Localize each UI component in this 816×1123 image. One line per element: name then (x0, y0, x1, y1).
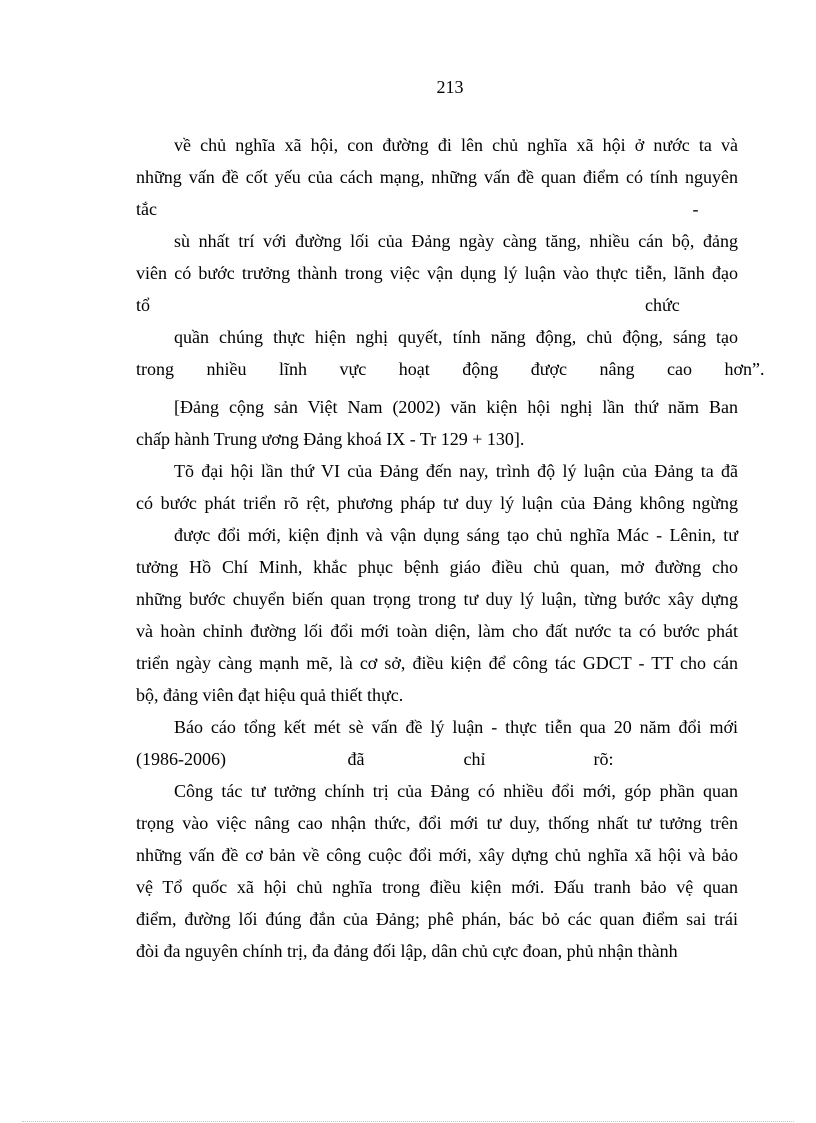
text-line: những bước chuyển biến quan trọng trong tư duy lý luận, từng bước xây dựng (136, 589, 738, 609)
text-line: tắc - (136, 199, 699, 219)
text-line: Báo cáo tổng kết mét sè vấn đề lý luận - thực tiễn qua 20 năm đổi mới (174, 717, 738, 737)
text-line: vệ Tổ quốc xã hội chủ nghĩa trong điều kiện mới. Đấu tranh bảo vệ quan (136, 877, 738, 897)
text-line: được đổi mới, kiện định và vận dụng sáng tạo chủ nghĩa Mác - Lênin, tư (174, 525, 738, 545)
text-line: triển ngày càng mạnh mẽ, là cơ sở, điều kiện để công tác GDCT - TT cho cán (136, 653, 738, 673)
text-line: (1986-2006) đã chỉ rõ: (136, 749, 614, 769)
text-line: viên có bước trưởng thành trong việc vận dụng lý luận vào thực tiễn, lãnh đạo (136, 263, 738, 283)
text-line: tưởng Hồ Chí Minh, khắc phục bệnh giáo điều chủ quan, mở đường cho (136, 557, 738, 577)
text-line: những vấn đề cốt yếu của cách mạng, những vấn đề quan điểm có tính nguyên (136, 167, 738, 187)
text-line: điểm, đường lối đúng đắn của Đảng; phê phán, bác bỏ các quan điểm sai trái (136, 909, 738, 929)
text-line: về chủ nghĩa xã hội, con đường đi lên chủ nghĩa xã hội ở nước ta và (174, 135, 738, 155)
text-line: tổ chức (136, 295, 680, 315)
text-line: những vấn đề cơ bản về công cuộc đổi mới, xây dựng chủ nghĩa xã hội và bảo (136, 845, 738, 865)
text-line: đòi đa nguyên chính trị, đa đảng đối lập, dân chủ cực đoan, phủ nhận thành (136, 941, 678, 961)
text-line: Công tác tư tưởng chính trị của Đảng có nhiều đổi mới, góp phần quan (174, 781, 738, 801)
text-line: trong nhiều lĩnh vực hoạt động được nâng cao hơn”. (136, 359, 765, 379)
text-line: sù nhất trí với đường lối của Đảng ngày càng tăng, nhiều cán bộ, đảng (174, 231, 738, 251)
text-line: [Đảng cộng sản Việt Nam (2002) văn kiện hội nghị lần thứ năm Ban (174, 397, 738, 417)
text-line: và hoàn chỉnh đường lối đổi mới toàn diện, làm cho đất nước ta có bước phát (136, 621, 738, 641)
text-line: bộ, đảng viên đạt hiệu quả thiết thực. (136, 685, 404, 705)
text-line: Tõ đại hội lần thứ VI của Đảng đến nay, trình độ lý luận của Đảng ta đã (174, 461, 738, 481)
text-line: có bước phát triển rõ rệt, phương pháp tư duy lý luận của Đảng không ngừng (136, 493, 738, 513)
page-number: 213 (436, 77, 464, 97)
text-line: chấp hành Trung ương Đảng khoá IX - Tr 129 + 130]. (136, 429, 525, 449)
text-line: trọng vào việc nâng cao nhận thức, đổi mới tư duy, thống nhất tư tưởng trên (136, 813, 738, 833)
text-line: quần chúng thực hiện nghị quyết, tính năng động, chủ động, sáng tạo (174, 327, 738, 347)
page-bottom-divider (22, 1121, 794, 1122)
